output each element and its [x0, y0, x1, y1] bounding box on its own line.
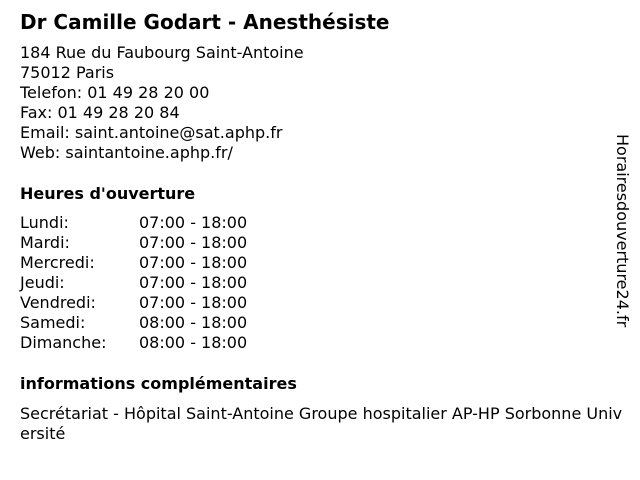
time-range: 07:00 - 18:00 [139, 233, 248, 252]
day-label: Samedi: [20, 313, 86, 332]
hours-row-monday [20, 213, 280, 233]
day-label: Mardi: [20, 233, 70, 252]
website-url: Web: saintantoine.aphp.fr/ [20, 143, 233, 162]
time-range: 07:00 - 18:00 [139, 213, 248, 232]
hours-row-saturday [20, 313, 280, 333]
hours-row-wednesday [20, 253, 280, 273]
day-label: Dimanche: [20, 333, 107, 352]
hours-row-sunday [20, 333, 280, 353]
fax-number: Fax: 01 49 28 20 84 [20, 103, 180, 122]
site-watermark: Horairesdouverture24.fr [613, 134, 632, 328]
time-range: 07:00 - 18:00 [139, 293, 248, 312]
additional-info-heading: informations complémentaires [20, 374, 297, 393]
time-range: 07:00 - 18:00 [139, 273, 248, 292]
time-range: 08:00 - 18:00 [139, 333, 248, 352]
day-label: Lundi: [20, 213, 69, 232]
phone-number: Telefon: 01 49 28 20 00 [20, 83, 210, 102]
contact-block [20, 43, 304, 163]
time-range: 08:00 - 18:00 [139, 313, 248, 332]
day-label: Vendredi: [20, 293, 96, 312]
hours-row-thursday [20, 273, 280, 293]
time-range: 07:00 - 18:00 [139, 253, 248, 272]
additional-info-text: Secrétariat - Hôpital Saint-Antoine Groupe hospitalier AP-HP Sorbonne Université [20, 404, 623, 443]
page-title: Dr Camille Godart - Anesthésiste [20, 10, 390, 34]
address-street: 184 Rue du Faubourg Saint-Antoine [20, 43, 304, 62]
day-label: Mercredi: [20, 253, 95, 272]
day-label: Jeudi: [20, 273, 65, 292]
hours-row-tuesday [20, 233, 280, 253]
email-address: Email: saint.antoine@sat.aphp.fr [20, 123, 283, 142]
address-city: 75012 Paris [20, 63, 115, 82]
opening-hours-heading: Heures d'ouverture [20, 184, 196, 203]
opening-hours-list [20, 213, 280, 353]
hours-row-friday [20, 293, 280, 313]
